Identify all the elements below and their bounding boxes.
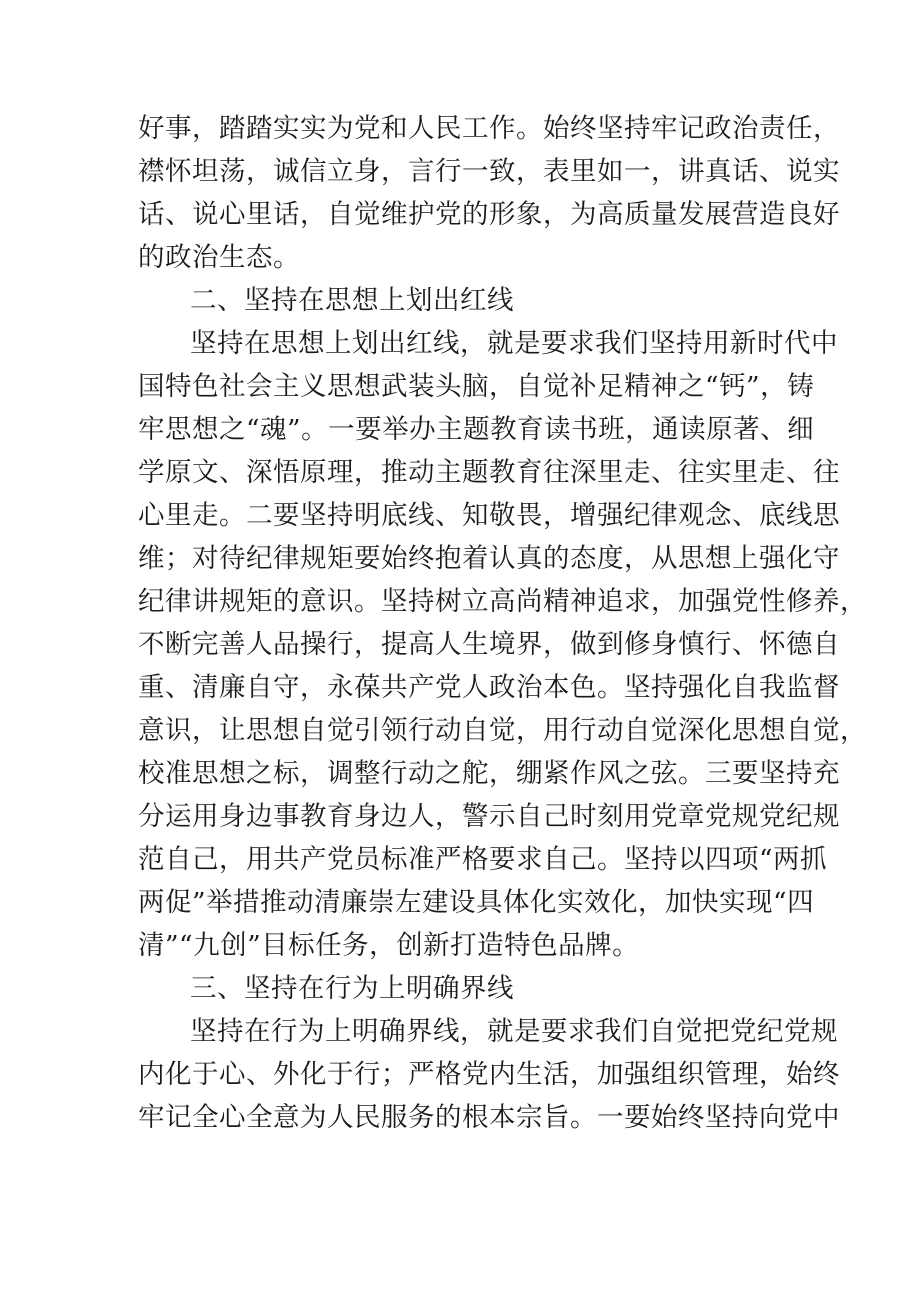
text-line: 心里走。二要坚持明底线、知敬畏，增强纪律观念、底线思 [138,500,840,531]
text-line: 牢记全心全意为人民服务的根本宗旨。一要始终坚持向党中 [138,1102,840,1133]
text-line: 话、说心里话，自觉维护党的形象，为高质量发展营造良好 [138,199,840,230]
text-line: 襟怀坦荡，诚信立身，言行一致，表里如一，讲真话、说实 [138,156,840,187]
section-heading: 三、坚持在行为上明确界线 [190,973,514,1004]
text-line: 牢思想之“魂”。一要举办主题教育读书班，通读原著、细 [138,414,815,445]
text-line: 重、清廉自守，永葆共产党人政治本色。坚持强化自我监督 [138,672,840,703]
text-line: 国特色社会主义思想武装头脑，自觉补足精神之“钙”，铸 [138,371,815,402]
text-line: 学原文、深悟原理，推动主题教育往深里走、往实里走、往 [138,457,840,488]
text-line: 意识，让思想自觉引领行动自觉，用行动自觉深化思想自觉， [138,715,867,746]
text-line: 不断完善人品操行，提高人生境界，做到修身慎行、怀德自 [138,629,840,660]
text-line: 好事，踏踏实实为党和人民工作。始终坚持牢记政治责任， [138,113,840,144]
text-line: 范自己，用共产党员标准严格要求自己。坚持以四项“两抓 [138,844,828,875]
text-line: 清”“九创”目标任务，创新打造特色品牌。 [138,930,640,961]
text-line: 的政治生态。 [138,242,300,273]
paragraph-first-line: 坚持在行为上明确界线，就是要求我们自觉把党纪党规 [190,1016,838,1047]
text-line: 分运用身边事教育身边人，警示自己时刻用党章党规党纪规 [138,801,840,832]
text-line: 两促”举措推动清廉崇左建设具体化实效化，加快实现“四 [138,887,815,918]
text-line: 维；对待纪律规矩要始终抱着认真的态度，从思想上强化守 [138,543,840,574]
paragraph-first-line: 坚持在思想上划出红线，就是要求我们坚持用新时代中 [190,328,838,359]
text-line: 纪律讲规矩的意识。坚持树立高尚精神追求，加强党性修养， [138,586,867,617]
section-heading: 二、坚持在思想上划出红线 [190,285,514,316]
text-line: 校准思想之标，调整行动之舵，绷紧作风之弦。三要坚持充 [138,758,840,789]
text-line: 内化于心、外化于行；严格党内生活，加强组织管理，始终 [138,1059,840,1090]
